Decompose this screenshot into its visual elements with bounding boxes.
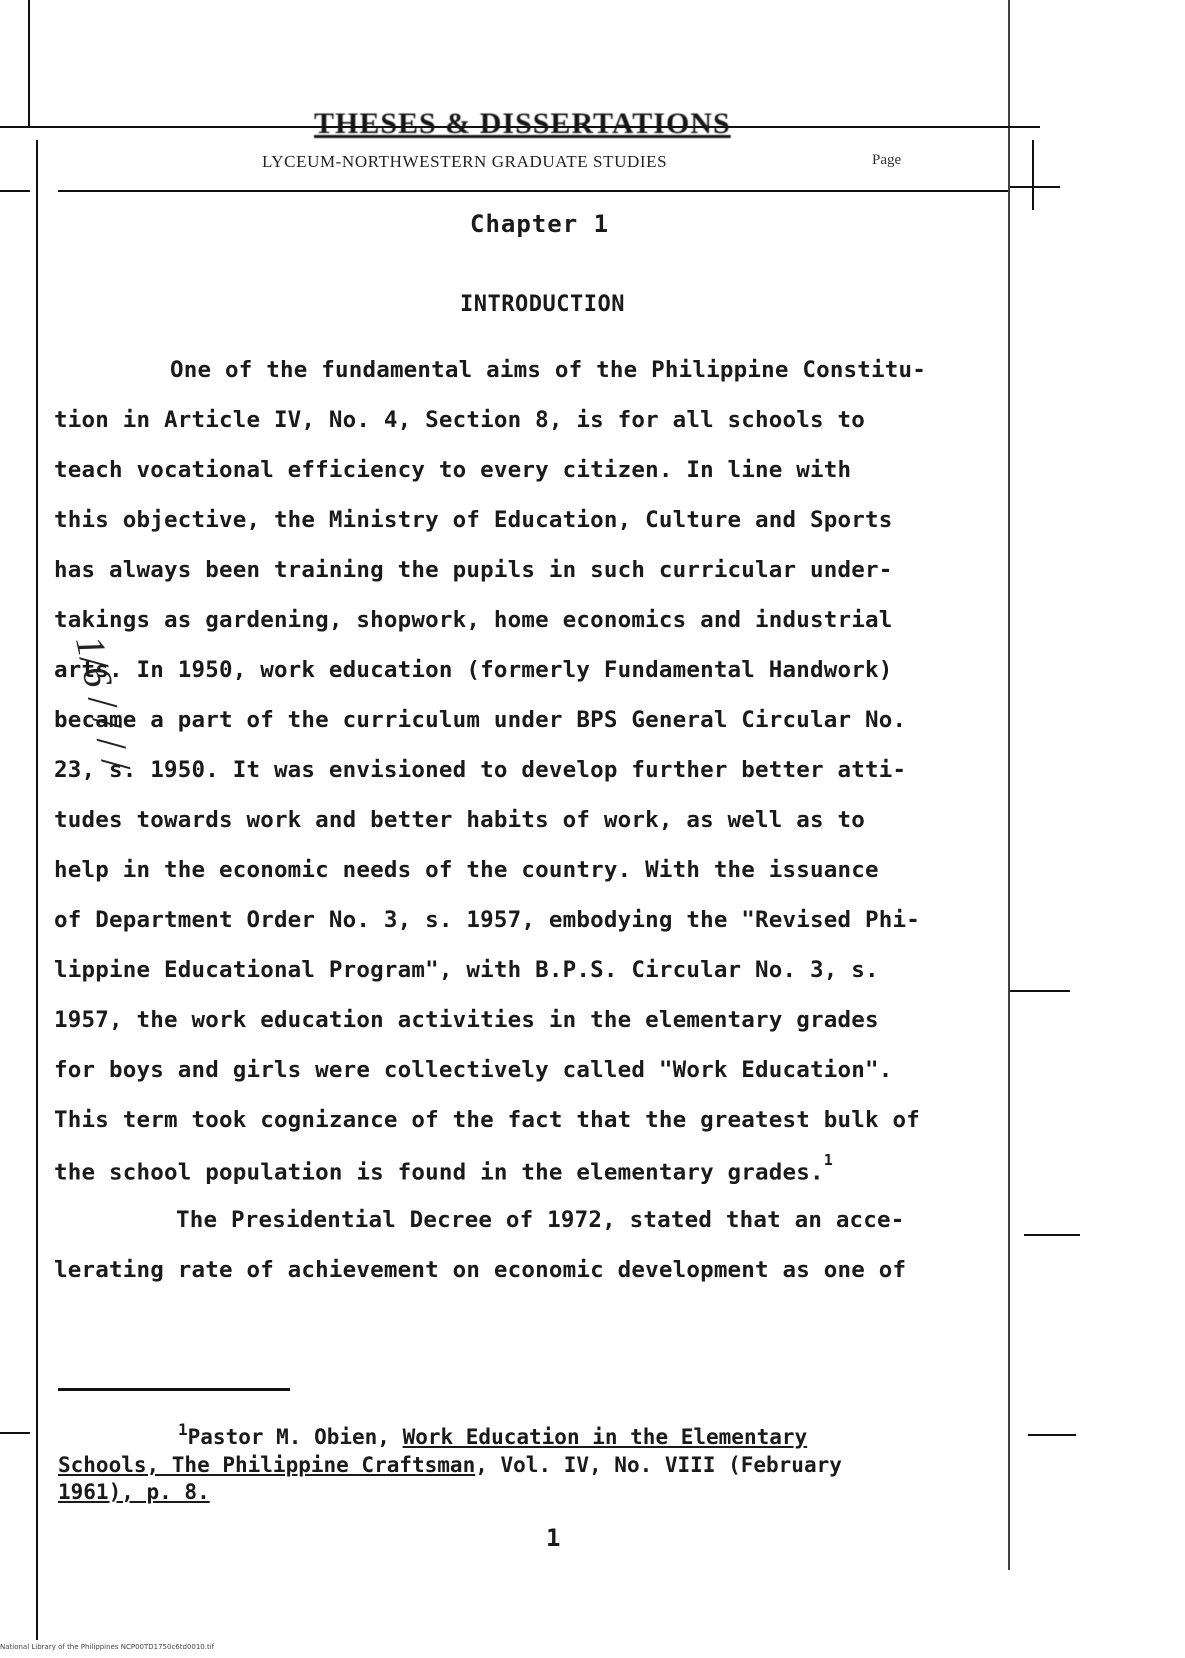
paragraph-line-text: the school population is found in the elementary grades. bbox=[54, 1159, 824, 1186]
paragraph-line: lippine Educational Program", with B.P.S. Circular No. 3, s. bbox=[54, 957, 879, 983]
paragraph-line: The Presidential Decree of 1972, stated that an acce- bbox=[176, 1207, 905, 1233]
paragraph-line: lerating rate of achievement on economic development as one of bbox=[54, 1257, 907, 1283]
handwritten-margin-note: 1/6 / / / / bbox=[67, 631, 140, 774]
frame-left-top bbox=[28, 0, 30, 126]
paragraph-line: teach vocational efficiency to every citizen. In line with bbox=[54, 457, 852, 483]
footnote-reference: 1 bbox=[823, 1151, 834, 1169]
paragraph-line bbox=[54, 1151, 834, 1186]
paragraph-line: for boys and girls were collectively called "Work Education". bbox=[54, 1057, 893, 1083]
margin-tick bbox=[1010, 186, 1060, 188]
footnote-author: Pastor M. Obien, bbox=[187, 1425, 403, 1449]
paragraph-line: has always been training the pupils in such curricular under- bbox=[54, 557, 893, 583]
chapter-heading: Chapter 1 bbox=[470, 210, 610, 238]
margin-tick bbox=[1010, 990, 1070, 992]
paragraph-line: One of the fundamental aims of the Philippine Constitu- bbox=[170, 357, 927, 383]
scan-credit: National Library of the Philippines NCP00TD1750c6td0010.tif bbox=[0, 1643, 215, 1651]
margin-tick bbox=[0, 190, 30, 192]
paragraph-line: 23, s. 1950. It was envisioned to develop further better atti- bbox=[54, 757, 907, 783]
frame-left bbox=[36, 140, 38, 1640]
paragraph-line: tion in Article IV, No. 4, Section 8, is for all schools to bbox=[54, 407, 866, 433]
frame-right bbox=[1008, 0, 1010, 1570]
paragraph-line: of Department Order No. 3, s. 1957, embodying the "Revised Phi- bbox=[54, 907, 921, 933]
footnote-line: 1961), p. 8. bbox=[58, 1480, 210, 1504]
footnote-citation: , Vol. IV, No. VIII (February bbox=[475, 1453, 842, 1477]
paragraph-line: arts. In 1950, work education (formerly Fundamental Handwork) bbox=[54, 657, 893, 683]
paragraph-line: tudes towards work and better habits of work, as well as to bbox=[54, 807, 866, 833]
footnote-line bbox=[58, 1452, 1048, 1479]
paragraph-line: help in the economic needs of the country. With the issuance bbox=[54, 857, 879, 883]
page-number: 1 bbox=[546, 1524, 561, 1552]
margin-tick bbox=[1024, 1234, 1080, 1236]
header-rule bbox=[58, 190, 1008, 192]
footnote bbox=[58, 1420, 1048, 1506]
paragraph-line: This term took cognizance of the fact that the greatest bulk of bbox=[54, 1107, 921, 1133]
footnote-line bbox=[58, 1420, 1048, 1452]
footnote-title: Work Education in the Elementary bbox=[402, 1425, 808, 1449]
paragraph-line: this objective, the Ministry of Education, Culture and Sports bbox=[54, 507, 893, 533]
paragraph-line: 1957, the work education activities in the elementary grades bbox=[54, 1007, 879, 1033]
frame-right-outer bbox=[1032, 140, 1034, 210]
footnote-separator bbox=[58, 1388, 290, 1391]
footnote-title: Schools, The Philippine Craftsman bbox=[58, 1453, 476, 1477]
institution-header: LYCEUM-NORTHWESTERN GRADUATE STUDIES bbox=[262, 152, 668, 171]
section-title: INTRODUCTION bbox=[460, 292, 625, 317]
margin-tick bbox=[0, 1432, 30, 1434]
footnote-marker: 1 bbox=[178, 1420, 188, 1439]
page-label: Page bbox=[872, 152, 902, 168]
paragraph-line: became a part of the curriculum under BPS General Circular No. bbox=[54, 707, 907, 733]
paragraph-line: takings as gardening, shopwork, home economics and industrial bbox=[54, 607, 893, 633]
theses-stamp: THESES & DISSERTATIONS bbox=[314, 107, 731, 140]
